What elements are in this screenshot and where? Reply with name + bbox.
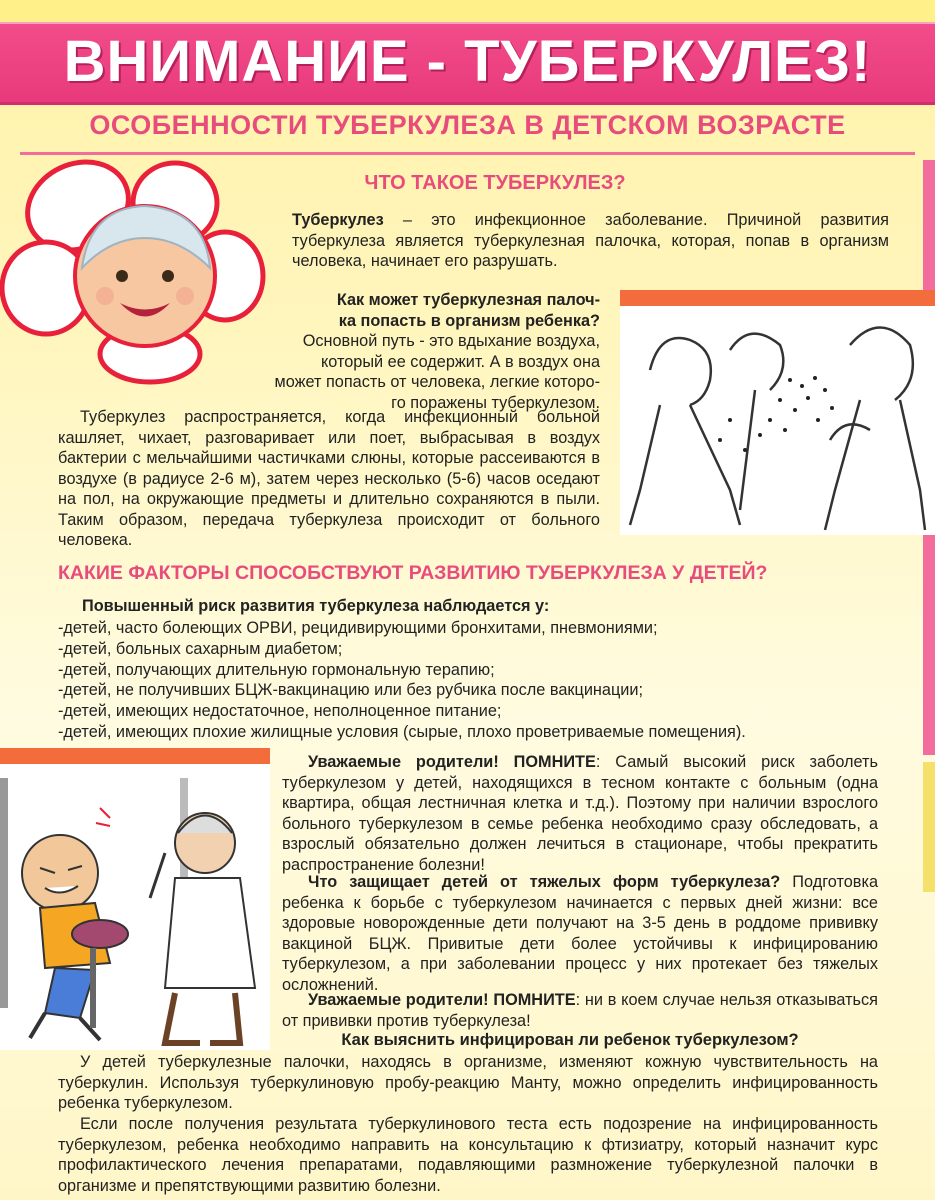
flower-baby-icon [0, 158, 270, 388]
protection-question: Что защищает детей от тяжелых форм туберкулеза? [308, 873, 781, 891]
cough-spread-icon [620, 290, 935, 535]
list-item: -детей, не получивших БЦЖ-вакцинацию или без рубчика после вакцинации; [58, 681, 644, 700]
intro-definition: – это инфекционное заболевание. Причиной развития туберкулеза является туберкулезная палочка, которая, попав в организм человека, начинает его разрушать. [292, 211, 889, 270]
doctor-vaccination-illustration [0, 748, 270, 1050]
question-heading-line2: ка попасть в организм ребенка? [338, 311, 600, 330]
question-transmission-block [238, 290, 600, 413]
subtitle-divider [20, 152, 915, 155]
risk-factor-list [58, 618, 878, 743]
list-item: -детей, больных сахарным диабетом; [58, 639, 343, 658]
parents-warning-text-2: : ни в коем случае нельзя отказываться от прививки против туберкулеза! [282, 991, 878, 1030]
section2-heading: КАКИЕ ФАКТОРЫ СПОСОБСТВУЮТ РАЗВИТИЮ ТУБЕРКУЛЕЗА У ДЕТЕЙ? [58, 562, 768, 584]
page-subtitle: ОСОБЕННОСТИ ТУБЕРКУЛЕЗА В ДЕТСКОМ ВОЗРАСТЕ [89, 110, 846, 140]
infection-question-heading: Как выяснить инфицирован ли ребенок туберкулезом? [341, 1031, 799, 1049]
top-strip [0, 0, 935, 22]
answer-line: может попасть от человека, легкие которо- [274, 373, 600, 391]
vaccination-icon [0, 748, 270, 1050]
page-title: ВНИМАНИЕ - ТУБЕРКУЛЕЗ! [63, 29, 872, 94]
right-decor-strip-2 [923, 762, 935, 892]
parents-warning-2 [282, 990, 878, 1031]
parents-warning-text: : Самый высокий риск заболеть туберкулезом у детей, находящихся в тесном контакте с больным (одна квартира, общая лестничная клетка и т.д.). Поэтому при наличии взрослого больного туберкулезом в семье ребенка необходимо сразу обследовать, а взрослый обязательно должен лечиться в стационаре, чтобы прекратить распространение болезни! [282, 753, 878, 874]
transmission-paragraph: Туберкулез распространяется, когда инфекционный больной кашляет, чихает, разговаривает или поет, выбрасывая в воздух бактерии с мельчайшими частичками слюны, которые рассеиваются в воздухе (в радиусе 2-6 м), затем через несколько (5-6) часов оседают на пол, на окружающие предметы и длительно сохраняются в пыли. Таким образом, передача туберкулеза происходит от больного человека. [58, 408, 600, 549]
answer-line: го поражены туберкулезом. [391, 393, 600, 412]
list-item: -детей, имеющих недостаточное, неполноценное питание; [58, 702, 502, 721]
list-item: -детей, часто болеющих ОРВИ, рецидивирующими бронхитами, пневмониями; [58, 619, 658, 637]
section1-heading: ЧТО ТАКОЕ ТУБЕРКУЛЕЗ? [364, 172, 626, 194]
risk-intro: Повышенный риск развития туберкулеза наблюдается у: [82, 597, 550, 615]
list-item: -детей, получающих длительную гормональную терапию; [58, 660, 495, 679]
parents-warning-title: Уважаемые родители! ПОМНИТЕ [308, 753, 596, 771]
list-item: -детей, имеющих плохие жилищные условия (сырые, плохо проветриваемые помещения). [58, 722, 746, 741]
flower-baby-illustration [0, 158, 270, 388]
protection-paragraph [282, 872, 878, 995]
protection-answer: Подготовка ребенка к борьбе с туберкулезом начинается с первых дней жизни: все здоровые новорожденные дети получают на 3-5 день в роддоме прививку вакциной БЦЖ. Привитые дети более устойчивы к инфицированию туберкулезом, а при заболевании процесс у них протекает без тяжелых осложнений. [282, 873, 878, 994]
answer-line: Основной путь - это вдыхание воздуха, [302, 332, 600, 350]
section1-intro [292, 210, 889, 272]
mantoux-paragraph: У детей туберкулезные палочки, находясь в организме, изменяют кожную чувствительность на туберкулин. Используя туберкулиновую пробу-реакцию Манту, можно определить инфицированность ребенка туберкулезом. [58, 1053, 878, 1112]
question-heading-line1: Как может туберкулезная палоч- [336, 291, 600, 309]
parents-warning-title-2: Уважаемые родители! ПОМНИТЕ [308, 991, 576, 1009]
coughing-people-illustration [620, 290, 935, 535]
parents-warning-1 [282, 752, 878, 875]
intro-term: Туберкулез [292, 211, 384, 229]
answer-line: который ее содержит. А в воздух она [320, 352, 600, 371]
consultation-paragraph: Если после получения результата туберкулинового теста есть подозрение на инфицированность туберкулезом, ребенка необходимо направить на консультацию к фтизиатру, который назначит курс профилактического лечения препаратами, подавляющими размножение туберкулезной палочки в организме и препятствующими развитию болезни. [58, 1115, 878, 1195]
